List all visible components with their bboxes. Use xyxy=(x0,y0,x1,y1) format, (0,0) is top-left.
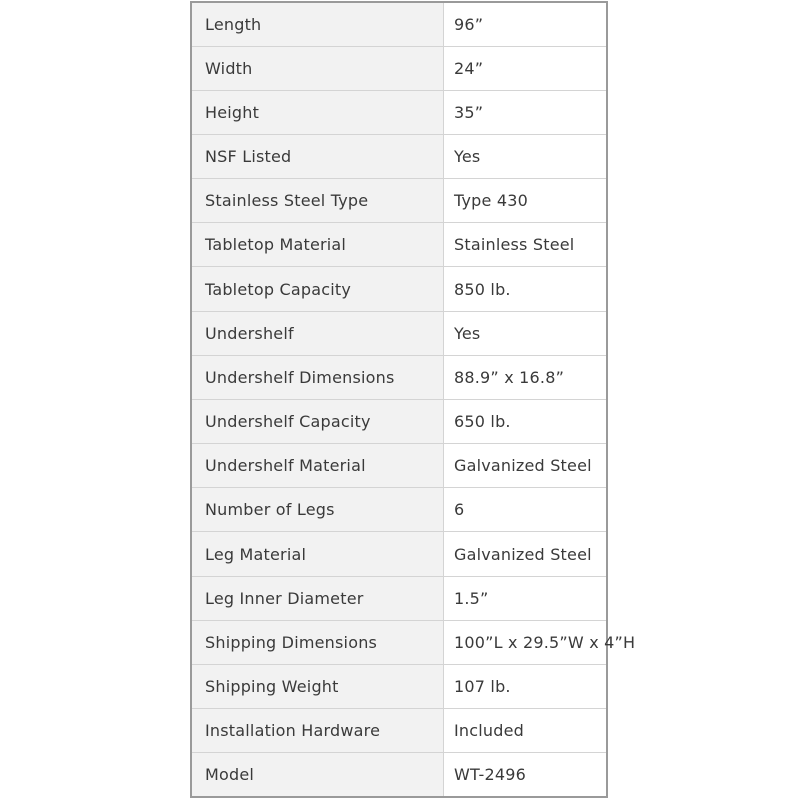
spec-label: Stainless Steel Type xyxy=(192,179,444,223)
spec-value: Type 430 xyxy=(444,179,607,223)
spec-value: Yes xyxy=(444,134,607,178)
spec-label: Undershelf xyxy=(192,311,444,355)
spec-value: Yes xyxy=(444,311,607,355)
spec-row xyxy=(192,3,606,46)
spec-label: Undershelf Material xyxy=(192,444,444,488)
spec-row xyxy=(192,576,606,620)
spec-row xyxy=(192,179,606,223)
spec-value: Galvanized Steel xyxy=(444,532,607,576)
spec-label: NSF Listed xyxy=(192,134,444,178)
spec-label: Width xyxy=(192,46,444,90)
spec-label: Shipping Weight xyxy=(192,664,444,708)
spec-label: Tabletop Material xyxy=(192,223,444,267)
spec-row xyxy=(192,753,606,796)
spec-row xyxy=(192,399,606,443)
spec-label: Tabletop Capacity xyxy=(192,267,444,311)
spec-label: Leg Material xyxy=(192,532,444,576)
spec-label: Shipping Dimensions xyxy=(192,620,444,664)
spec-label: Installation Hardware xyxy=(192,709,444,753)
spec-row xyxy=(192,532,606,576)
spec-label: Number of Legs xyxy=(192,488,444,532)
spec-row xyxy=(192,46,606,90)
spec-label: Undershelf Dimensions xyxy=(192,355,444,399)
spec-value: Included xyxy=(444,709,607,753)
spec-value: 24” xyxy=(444,46,607,90)
spec-table-frame xyxy=(190,1,636,798)
spec-table xyxy=(192,3,636,796)
spec-row xyxy=(192,488,606,532)
spec-row xyxy=(192,709,606,753)
spec-row xyxy=(192,664,606,708)
spec-value: Galvanized Steel xyxy=(444,444,607,488)
spec-row xyxy=(192,444,606,488)
spec-row xyxy=(192,355,606,399)
spec-value: 650 lb. xyxy=(444,399,607,443)
spec-value: 96” xyxy=(444,3,607,46)
spec-row xyxy=(192,311,606,355)
spec-value: WT-2496 xyxy=(444,753,607,796)
spec-value: Stainless Steel xyxy=(444,223,607,267)
spec-value: 6 xyxy=(444,488,607,532)
spec-label: Model xyxy=(192,753,444,796)
spec-value: 35” xyxy=(444,90,607,134)
spec-label: Length xyxy=(192,3,444,46)
spec-label: Leg Inner Diameter xyxy=(192,576,444,620)
spec-value: 100”L x 29.5”W x 4”H xyxy=(444,620,607,664)
spec-value: 88.9” x 16.8” xyxy=(444,355,607,399)
spec-value: 850 lb. xyxy=(444,267,607,311)
spec-label: Height xyxy=(192,90,444,134)
spec-row xyxy=(192,620,606,664)
spec-table-body xyxy=(192,3,636,796)
spec-value: 107 lb. xyxy=(444,664,607,708)
spec-value: 1.5” xyxy=(444,576,607,620)
spec-row xyxy=(192,134,606,178)
spec-row xyxy=(192,267,606,311)
spec-row xyxy=(192,90,606,134)
spec-label: Undershelf Capacity xyxy=(192,399,444,443)
spec-row xyxy=(192,223,606,267)
